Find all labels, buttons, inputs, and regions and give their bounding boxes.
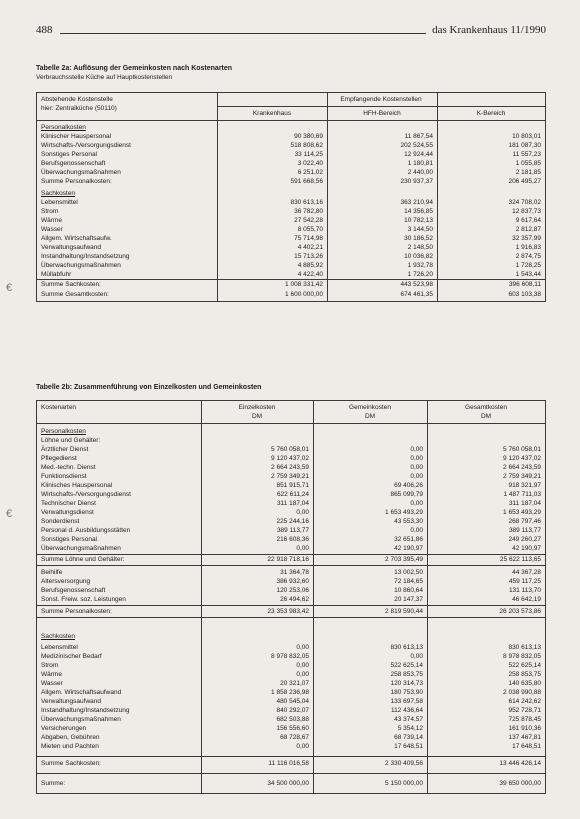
table-row: Wärme 0,00 258 853,75 258 853,75 bbox=[41, 671, 541, 678]
table-row: Überwachungsmaßnahmen 682 503,88 43 374,57 725 878,45 bbox=[41, 716, 541, 723]
table-row: Beihilfe 31 364,78 13 002,50 44 367,28 bbox=[41, 569, 541, 576]
source-label: hier: Zentralküche (50110) bbox=[41, 105, 117, 112]
table-row: Personal d. Ausbildungsstätten 389 113,77 0,00 389 113,77 bbox=[41, 527, 541, 534]
table-row: Funktionsdienst 2 759 349,21 0,00 2 759 349,21 bbox=[41, 473, 541, 480]
column-header: Einzelkosten bbox=[238, 404, 276, 411]
column-unit: DM bbox=[251, 413, 263, 420]
sum-row: Summe Löhne und Gehälter: 22 918 718,16 2 703 395,49 25 622 113,65 bbox=[41, 556, 541, 563]
table-row: Ärztlicher Dienst 5 760 058,01 0,00 5 760 058,01 bbox=[41, 446, 541, 453]
table-a-title: Tabelle 2a: Auflösung der Gemeinkosten nach Kostenarten bbox=[36, 65, 233, 72]
table-row: Strom 36 782,80 14 356,85 12 837,73 bbox=[41, 208, 541, 215]
column-header: HFH-Bereich bbox=[363, 110, 401, 117]
sum-rule bbox=[37, 565, 545, 566]
table-row: Verwaltungsaufwand 480 545,04 133 697,58 614 242,62 bbox=[41, 698, 541, 705]
group-title: Personalkosten bbox=[41, 428, 86, 435]
head-rule bbox=[37, 120, 545, 121]
table-row: Sonderdienst 225 244,16 43 553,30 268 797,46 bbox=[41, 518, 541, 525]
table-row: Instandhaltung/Instandsetzung 840 292,07 112 436,64 952 728,71 bbox=[41, 707, 541, 714]
table-b bbox=[36, 400, 546, 794]
table-row: Abgaben, Gebühren 68 728,67 68 739,14 137 467,81 bbox=[41, 734, 541, 741]
column-header: Gesamtkosten bbox=[465, 404, 507, 411]
sum-row: Summe Personalkosten: 591 668,56 230 937,37 206 495,27 bbox=[41, 178, 541, 185]
column-header: Kostenarten bbox=[41, 404, 77, 411]
sum-row: Summe Sachkosten: 11 116 016,58 2 330 409,56 13 446 426,14 bbox=[41, 760, 541, 767]
source-label: Abstehende Kostenstelle bbox=[41, 96, 113, 103]
table-a bbox=[36, 92, 546, 302]
table-row: Müllabfuhr 4 422,40 1 726,20 1 543,44 bbox=[41, 271, 541, 278]
table-row: Med.-techn. Dienst 2 664 243,59 0,00 2 664 243,59 bbox=[41, 464, 541, 471]
table-row: Altersversorgung 386 932,60 72 184,65 459 117,25 bbox=[41, 578, 541, 585]
sum-rule bbox=[37, 756, 545, 757]
table-row: Überwachungsmaßnahmen 6 251,02 2 440,00 2 181,85 bbox=[41, 169, 541, 176]
table-row: Lebensmittel 830 613,16 363 210,94 324 708,02 bbox=[41, 199, 541, 206]
group-title: Personalkosten bbox=[41, 124, 86, 131]
table-row: Überwachungsmaßnahmen 0,00 42 190,97 42 190,97 bbox=[41, 545, 541, 552]
column-header: K-Bereich bbox=[476, 110, 506, 117]
running-header bbox=[36, 24, 546, 38]
column-header: Krankenhaus bbox=[252, 110, 292, 117]
sum-rule bbox=[37, 617, 545, 618]
table-row: Berufsgenossenschaft 3 022,40 1 180,81 1 055,85 bbox=[41, 160, 541, 167]
table-row: Überwachungsmaßnahmen 4 885,92 1 932,78 1 728,25 bbox=[41, 262, 541, 269]
group-title: Sachkosten bbox=[41, 190, 75, 197]
table-row: Versicherungen 156 556,60 5 354,12 161 910,36 bbox=[41, 725, 541, 732]
column-header: Gemeinkosten bbox=[349, 404, 391, 411]
table-row: Klinisches Hauspersonal 851 915,71 69 406,26 918 321,97 bbox=[41, 482, 541, 489]
total-rule bbox=[37, 773, 545, 774]
sum-row: Summe Sachkosten: 1 008 331,42 443 523,98 396 608,11 bbox=[41, 281, 541, 288]
head-rule bbox=[217, 106, 545, 107]
table-row: Wasser 20 321,07 120 314,73 140 635,80 bbox=[41, 680, 541, 687]
head-rule bbox=[37, 423, 545, 424]
table-row: Strom 0,00 522 625,14 522 625,14 bbox=[41, 662, 541, 669]
table-row: Verwaltungsaufwand 4 402,21 2 148,50 1 916,83 bbox=[41, 244, 541, 251]
table-row: Allgem. Wirtschaftsaufwand 1 858 236,98 180 753,90 2 038 990,88 bbox=[41, 689, 541, 696]
table-row: Instandhaltung/Instandsetzung 15 713,26 10 036,82 2 874,75 bbox=[41, 253, 541, 260]
table-row: Mieten und Pachten 0,00 17 648,51 17 648,51 bbox=[41, 743, 541, 750]
table-row: Lebensmittel 0,00 830 613,13 830 613,13 bbox=[41, 644, 541, 651]
subgroup-title: Löhne und Gehälter: bbox=[41, 437, 101, 444]
table-row: Technischer Dienst 311 187,04 0,00 311 187,04 bbox=[41, 500, 541, 507]
margin-mark: € bbox=[6, 282, 13, 294]
table-a-subtitle: Verbrauchsstelle Küche auf Hauptkostenstellen bbox=[36, 74, 173, 81]
receiving-header: Empfangende Kostenstellen bbox=[340, 96, 422, 103]
table-row: Verwaltungsdienst 0,00 1 653 493,29 1 653 493,29 bbox=[41, 509, 541, 516]
group-title: Sachkosten bbox=[41, 633, 75, 640]
column-unit: DM bbox=[480, 413, 492, 420]
page-number: 488 bbox=[36, 24, 53, 36]
table-row: Wasser 8 055,70 3 144,50 2 812,87 bbox=[41, 226, 541, 233]
column-unit: DM bbox=[364, 413, 376, 420]
table-row: Klinischer Hauspersonal 90 380,69 11 867,54 10 803,01 bbox=[41, 133, 541, 140]
total-row: Summe: 34 500 000,00 5 150 000,00 39 650 000,00 bbox=[41, 780, 541, 787]
table-row: Medizinischer Bedarf 8 978 832,05 0,00 8 978 832,05 bbox=[41, 653, 541, 660]
table-row: Pflegedienst 9 120 437,02 0,00 9 120 437,02 bbox=[41, 455, 541, 462]
table-row: Sonstiges Personal 33 114,25 12 924,44 11 557,23 bbox=[41, 151, 541, 158]
table-row: Allgem. Wirtschaftsaufw. 75 714,98 30 186,52 32 357,99 bbox=[41, 235, 541, 242]
header-rule bbox=[60, 33, 426, 34]
table-row: Sonstiges Personal 216 608,36 32 651,86 249 260,27 bbox=[41, 536, 541, 543]
table-row: Berufsgenossenschaft 120 253,06 10 860,64 131 113,70 bbox=[41, 587, 541, 594]
table-row: Wirtschafts-/Versorgungsdienst 518 808,62 202 524,55 181 087,30 bbox=[41, 142, 541, 149]
total-row: Summe Gesamtkosten: 1 600 000,00 674 461,35 603 103,38 bbox=[41, 291, 541, 298]
table-row: Wirtschafts-/Versorgungsdienst 622 611,24 865 099,79 1 487 711,03 bbox=[41, 491, 541, 498]
table-row: Wärme 27 542,28 10 782,13 9 617,64 bbox=[41, 217, 541, 224]
margin-mark: € bbox=[6, 508, 13, 520]
table-row: Sonst. Freiw. soz. Leistungen 26 494,62 20 147,37 46 642,19 bbox=[41, 596, 541, 603]
sum-row: Summe Personalkosten: 23 353 983,42 2 819 590,44 26 203 573,86 bbox=[41, 608, 541, 615]
table-b-title: Tabelle 2b: Zusammenführung von Einzelkosten und Gemeinkosten bbox=[36, 384, 262, 391]
sum-rule bbox=[37, 605, 545, 606]
journal-title: das Krankenhaus 11/1990 bbox=[432, 24, 546, 36]
